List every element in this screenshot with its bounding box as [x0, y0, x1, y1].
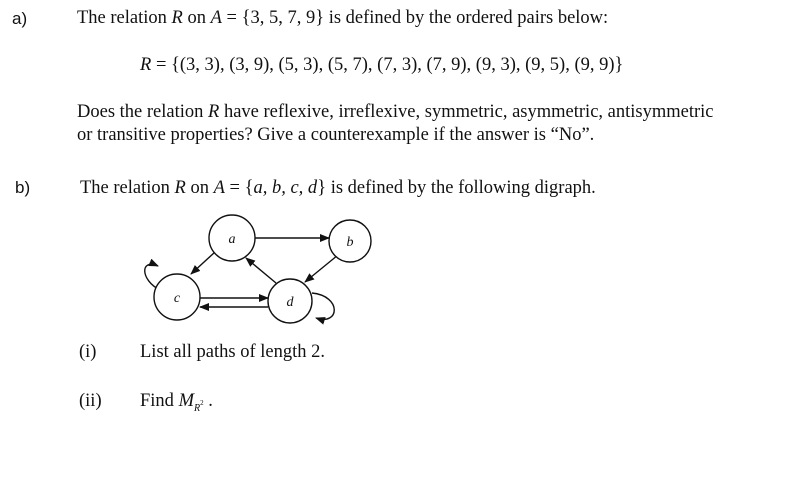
part-a-question-line1: Does the relation R have reflexive, irreflexive, symmetric, asymmetric, antisymmetric: [77, 102, 714, 122]
part-b-intro: The relation R on A = {a, b, c, d} is defined by the following digraph.: [80, 178, 596, 198]
sub-ii-text: Find $M_{R^2}$ .: [140, 391, 213, 414]
part-b-label: b): [15, 178, 31, 197]
part-a-label: a): [12, 9, 28, 28]
relation-set: R = {(3, 3), (3, 9), (5, 3), (5, 7), (7, 3), (7, 9), (9, 3), (9, 5), (9, 9)}: [140, 55, 624, 75]
node-c-label: c: [173, 291, 181, 306]
edge-a-c: [191, 252, 215, 274]
part-a-question-line2: or transitive properties? Give a counterexample if the answer is “No”.: [77, 125, 595, 145]
sub-i-text: List all paths of length 2.: [140, 342, 325, 362]
edge-b-d: [305, 255, 338, 282]
part-a-intro: The relation R on A = {3, 5, 7, 9} is defined by the ordered pairs below:: [77, 8, 609, 28]
node-a-label: a: [228, 232, 236, 247]
sub-i-label: (i): [79, 342, 97, 362]
sub-ii-label: (ii): [79, 391, 102, 411]
edge-d-a: [246, 258, 276, 283]
node-b-label: b: [346, 235, 354, 250]
edge-d-d: [312, 293, 334, 319]
node-d-label: d: [286, 295, 294, 310]
